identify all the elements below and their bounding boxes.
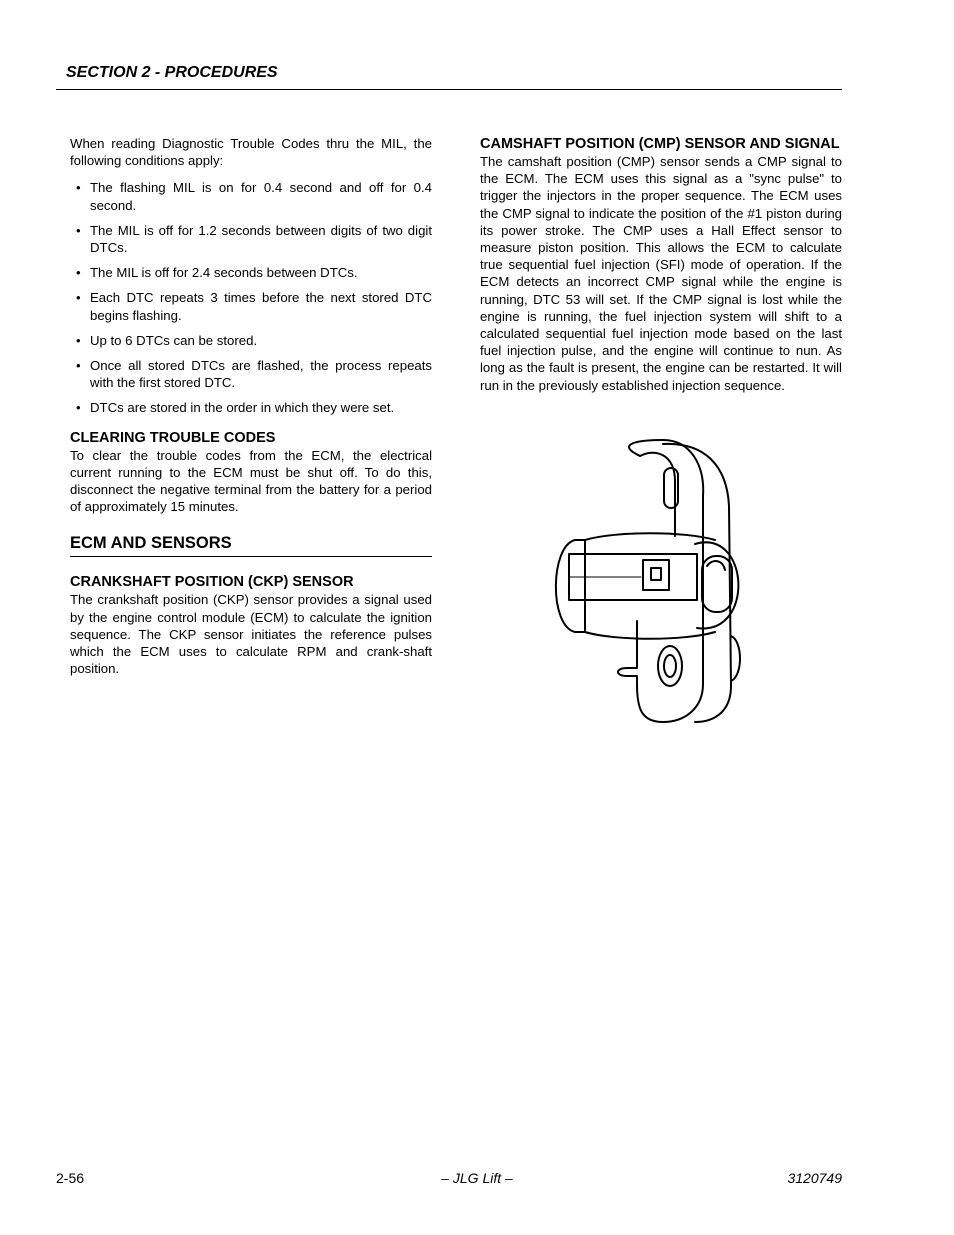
cmp-sensor-heading: CAMSHAFT POSITION (CMP) SENSOR AND SIGNAL <box>480 136 840 152</box>
mil-conditions-list <box>70 179 432 416</box>
list-item: • DTCs are stored in the order in which they were set. <box>76 400 395 416</box>
list-item: • The MIL is off for 1.2 seconds between digits of two digit DTCs. <box>76 222 432 256</box>
section-title: SECTION 2 - PROCEDURES <box>66 64 278 81</box>
right-column <box>480 135 842 394</box>
ckp-sensor-paragraph: The crankshaft position (CKP) sensor provides a signal used by the engine control module (ECM) to calculate the ignition sequence. The CKP sensor initiates the reference pulses which the ECM uses to calculate RPM and crank-shaft position. <box>70 592 432 677</box>
footer-brand: – JLG Lift – <box>441 1170 513 1186</box>
ecm-sensors-heading: ECM AND SENSORS <box>70 533 432 557</box>
page-number: 2-56 <box>56 1170 85 1186</box>
document-number: 3120749 <box>787 1170 842 1186</box>
list-item: • The MIL is off for 2.4 seconds between DTCs. <box>76 265 358 281</box>
left-column <box>70 135 432 677</box>
list-item: • Up to 6 DTCs can be stored. <box>76 332 258 348</box>
list-item: • Each DTC repeats 3 times before the next stored DTC begins flashing. <box>76 290 432 323</box>
cmp-sensor-paragraph: The camshaft position (CMP) sensor sends a CMP signal to the ECM. The ECM uses this signal as a "sync pulse" to trigger the injectors in the proper sequence. The ECM uses the CMP signal to indicate the position of the #1 piston during its power stroke. The CMP uses a Hall Effect sensor to measure piston position. This allows the ECM to calculate true sequential fuel injection (SFI) mode of operation. If the ECM detects an incorrect CMP signal while the engine is running, DTC 53 will set. If the CMP signal is lost while the engine is running, the fuel injection system will shift to a calculated sequential fuel injection mode based on the last fuel injection pulse, and the engine will continue to nun. As long as the fault is present, the engine can be restarted. It will run in the previously established injection sequence. <box>480 154 842 393</box>
clearing-codes-paragraph: To clear the trouble codes from the ECM, the electrical current running to the ECM must be shut off. To do this, disconnect the negative terminal from the battery for a period of approximately 15 minutes. <box>70 447 432 515</box>
list-item: • The flashing MIL is on for 0.4 second and off for 0.4 second. <box>76 180 432 213</box>
cmp-sensor-illustration <box>545 436 760 724</box>
intro-paragraph: When reading Diagnostic Trouble Codes thru the MIL, the following conditions apply: <box>70 136 432 169</box>
clearing-codes-heading: CLEARING TROUBLE CODES <box>70 429 276 446</box>
header-divider <box>56 89 842 90</box>
list-item: • Once all stored DTCs are flashed, the process repeats with the first stored DTC. <box>76 358 432 391</box>
ckp-sensor-heading: CRANKSHAFT POSITION (CKP) SENSOR <box>70 574 354 591</box>
